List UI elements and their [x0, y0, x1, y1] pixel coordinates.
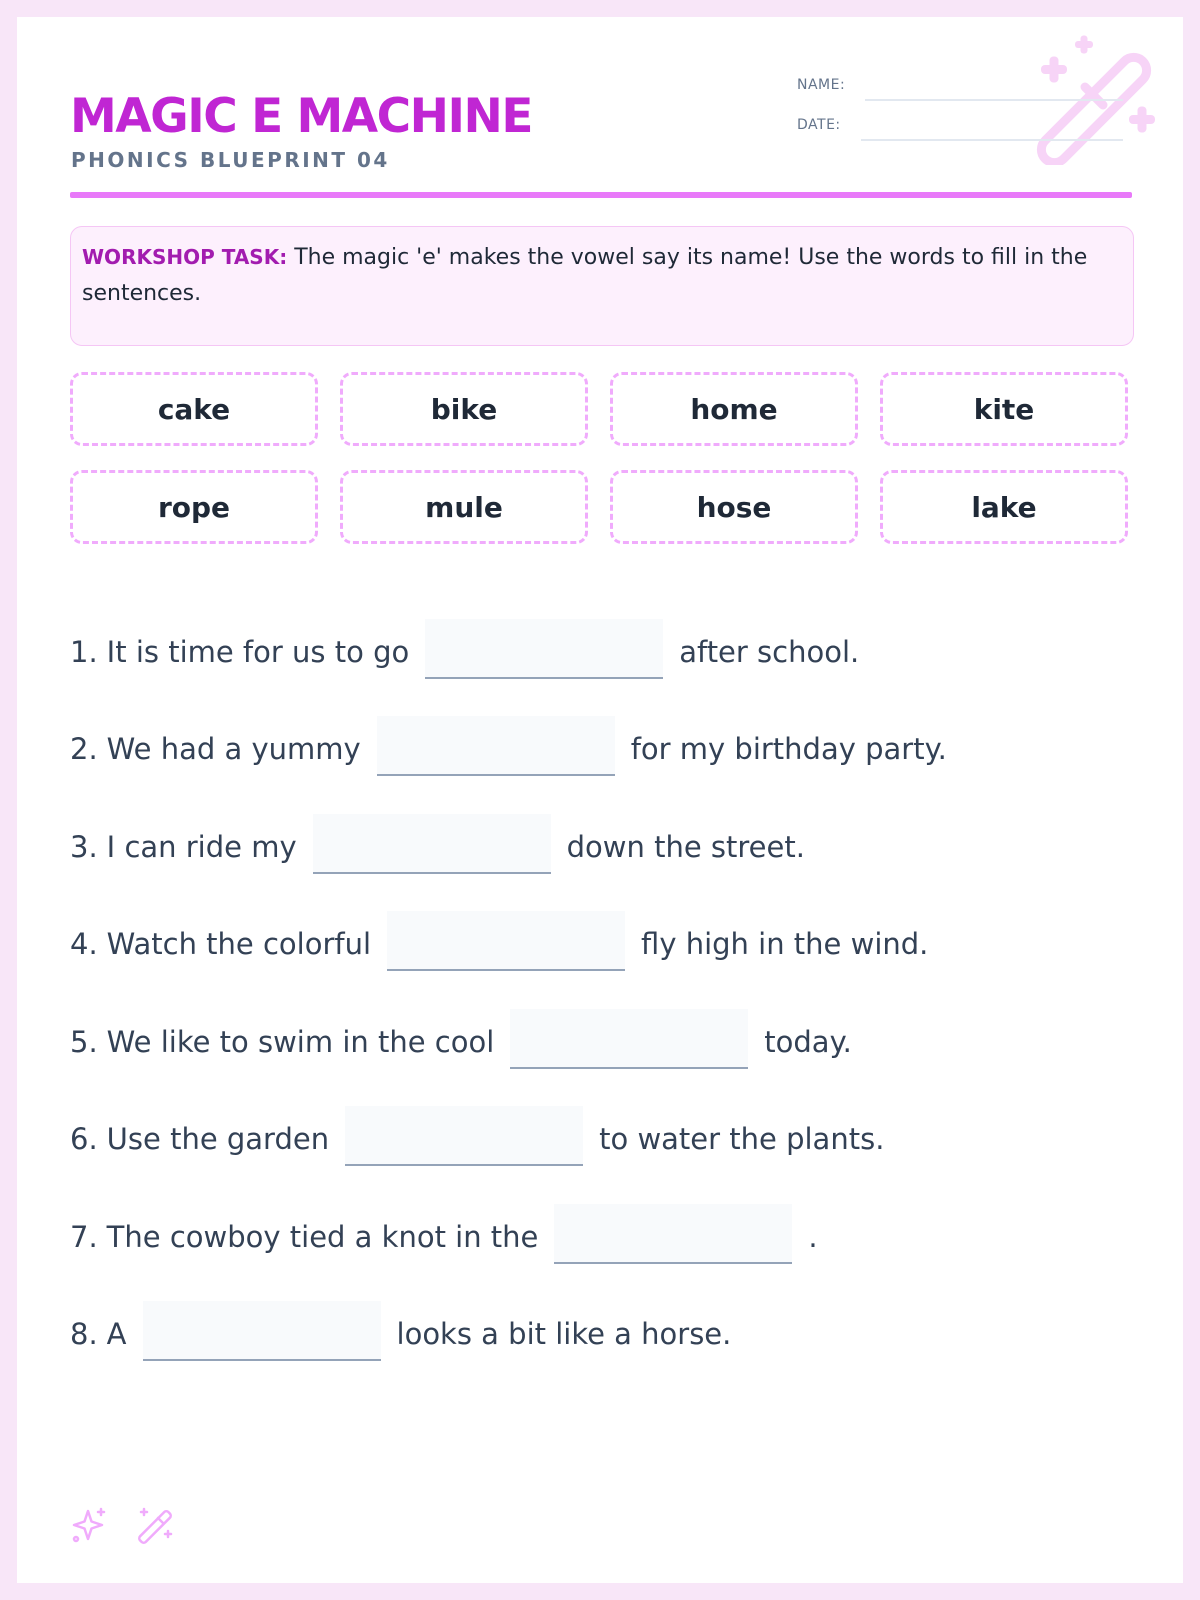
page-title: MAGIC E MACHINE — [70, 89, 532, 144]
sentence-item — [70, 1170, 1150, 1268]
worksheet-page — [17, 17, 1183, 1583]
sentence-text-after: . — [808, 1219, 818, 1254]
sentence-item — [70, 975, 1150, 1073]
sentence-number: 1. — [70, 634, 98, 669]
sentence-text-after: for my birthday party. — [630, 732, 947, 766]
name-label: NAME: — [797, 77, 846, 93]
sentence-item — [70, 683, 1150, 781]
answer-blank[interactable] — [143, 1301, 381, 1361]
sentence-text-before: A — [106, 1317, 127, 1351]
sentence-text-after: down the street. — [566, 829, 805, 864]
sentence-item — [70, 1268, 1150, 1366]
sentence-item — [70, 878, 1150, 976]
answer-blank[interactable] — [510, 1009, 748, 1069]
sentence-text-before: We like to swim in the cool — [106, 1024, 495, 1059]
word-tile[interactable]: kite — [880, 372, 1128, 446]
sentence-number: 5. — [70, 1024, 98, 1059]
header-divider — [70, 192, 1132, 198]
sentence-number: 7. — [70, 1219, 98, 1254]
sentence-item — [70, 585, 1150, 683]
sentence-text-after: today. — [764, 1024, 852, 1059]
date-label: DATE: — [797, 117, 841, 133]
task-instructions — [70, 226, 1134, 346]
word-tile[interactable]: rope — [70, 470, 318, 544]
answer-blank[interactable] — [345, 1106, 583, 1166]
word-tile[interactable]: mule — [340, 470, 588, 544]
answer-blank[interactable] — [313, 814, 551, 874]
sentence-text-before: Use the garden — [106, 1122, 330, 1156]
sentence-text-after: looks a bit like a horse. — [396, 1317, 732, 1351]
sentence-item — [70, 780, 1150, 878]
word-tile[interactable]: hose — [610, 470, 858, 544]
task-text: The magic 'e' makes the vowel say its name! Use the words to fill in the sentences. — [82, 245, 1088, 306]
sentence-text-before: Watch the colorful — [106, 927, 372, 961]
sentence-item — [70, 1073, 1150, 1171]
answer-blank[interactable] — [377, 716, 615, 776]
sentence-number: 2. — [70, 732, 98, 766]
sentence-number: 3. — [70, 829, 98, 864]
sentence-text-before: I can ride my — [106, 829, 297, 864]
answer-blank[interactable] — [387, 911, 625, 971]
sentence-number: 6. — [70, 1122, 98, 1156]
answer-blank[interactable] — [554, 1204, 792, 1264]
page-subtitle: PHONICS BLUEPRINT 04 — [71, 148, 390, 172]
sentence-number: 4. — [70, 927, 98, 961]
sentence-text-after: fly high in the wind. — [641, 927, 929, 961]
task-label: WORKSHOP TASK: — [82, 245, 288, 269]
word-tile[interactable]: cake — [70, 372, 318, 446]
answer-blank[interactable] — [425, 619, 663, 679]
sentence-text-after: to water the plants. — [599, 1122, 885, 1156]
name-field[interactable] — [865, 99, 1123, 101]
date-field[interactable] — [861, 139, 1123, 141]
sentence-text-after: after school. — [679, 634, 860, 669]
sentence-text-before: We had a yummy — [106, 732, 361, 766]
sentence-number: 8. — [70, 1317, 98, 1351]
word-tile[interactable]: bike — [340, 372, 588, 446]
sentence-text-before: The cowboy tied a knot in the — [106, 1219, 539, 1254]
sentence-text-before: It is time for us to go — [106, 634, 410, 669]
word-bank — [70, 372, 1132, 544]
word-tile[interactable]: home — [610, 372, 858, 446]
word-tile[interactable]: lake — [880, 470, 1128, 544]
magic-wand-icon — [136, 1505, 176, 1545]
sparkle-icon — [70, 1505, 110, 1545]
sentence-list — [70, 585, 1150, 1365]
footer-decorations — [70, 1505, 176, 1545]
